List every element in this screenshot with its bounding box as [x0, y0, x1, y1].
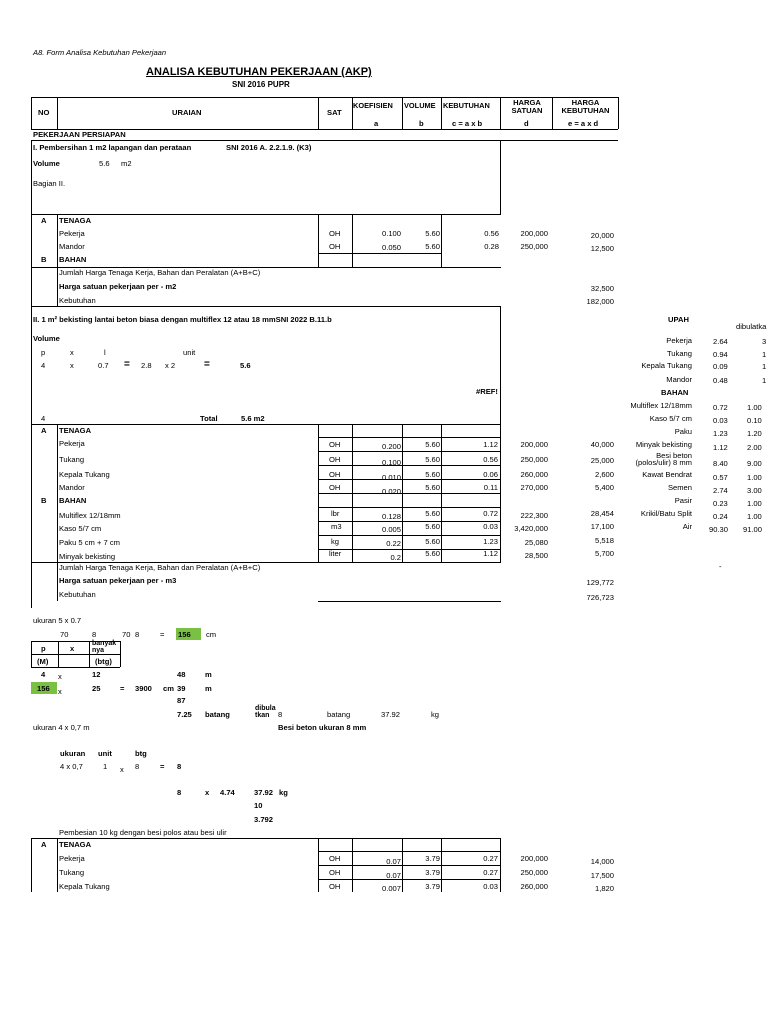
section1-harga-satuan-label: Harga satuan pekerjaan per - m2	[59, 282, 177, 291]
mini-banyak: banyak	[92, 640, 117, 647]
side-name: Multiflex 12/18mm	[630, 401, 692, 410]
form-code: A8. Form Analisa Kebutuhan Pekerjaan	[33, 48, 167, 57]
formula-4: 4	[41, 361, 46, 370]
calc-r5-d: 8	[177, 762, 182, 771]
calc-cm: cm	[206, 630, 217, 639]
section1-bahan-label: BAHAN	[59, 255, 87, 264]
calc-ukuran1: ukuran 5 x 0.7	[33, 616, 82, 625]
row-vol: 5.60	[425, 470, 440, 479]
row-keb: 0.27	[483, 868, 498, 877]
col-divider	[57, 97, 58, 129]
row-sat: OH	[329, 470, 341, 479]
side-name: Besi beton	[656, 451, 692, 460]
row-name: Tukang	[59, 455, 85, 464]
side-name: Krikil/Batu Split	[640, 509, 692, 518]
row-name: Pekerja	[59, 229, 85, 238]
row-total: 12,500	[590, 244, 614, 253]
col-divider	[57, 214, 58, 267]
table-left-border	[31, 838, 32, 892]
section1-tenaga-label: TENAGA	[59, 216, 92, 225]
section2-jumlah: Jumlah Harga Tenaga Kerja, Bahan dan Peralatan (A+B+C)	[59, 563, 261, 572]
side-value: 0.94	[713, 350, 728, 359]
header-koefisien: KOEFISIEN	[353, 101, 393, 110]
row-keb: 1.12	[483, 440, 498, 449]
side-rounded: 1	[762, 362, 767, 371]
row-harga: 250,000	[520, 242, 548, 251]
calc-r4-dibula: dibula	[255, 705, 276, 712]
calc-r4-batang2: batang	[327, 710, 351, 719]
header-a: a	[374, 119, 379, 128]
calc-r5-b: 1	[103, 762, 108, 771]
row-koef: 0.005	[381, 525, 401, 534]
row-line	[318, 601, 501, 602]
row-koef: 0.200	[381, 442, 401, 451]
side-value: 8.40	[713, 459, 728, 468]
calc-r3-unit: m	[205, 684, 212, 693]
calc-r4-batang1: batang	[205, 710, 230, 719]
total-value: 5.6 m2	[241, 414, 265, 423]
section2-tenaga-label: TENAGA	[59, 426, 92, 435]
calc-r5-x: x	[120, 765, 124, 774]
row-line	[318, 535, 501, 536]
calc-r3-cm: cm	[163, 684, 174, 693]
side-rounded: 0.10	[747, 416, 762, 425]
formula-x1: x	[70, 361, 74, 370]
row-harga: 200,000	[520, 229, 548, 238]
row-keb: 0.28	[484, 242, 499, 251]
row-total: 5,700	[594, 549, 614, 558]
col-divider	[352, 214, 353, 267]
side-upah-label: UPAH	[668, 315, 689, 324]
side-rounded: 9.00	[747, 459, 762, 468]
row-sat: OH	[329, 868, 341, 877]
section1-item: I. Pembersihan 1 m2 lapangan dan perataan	[33, 143, 192, 152]
header-volume: VOLUME	[404, 101, 436, 110]
formula-07: 0.7	[98, 361, 109, 370]
row-name: Pekerja	[59, 854, 85, 863]
row-harga: 25,080	[524, 538, 548, 547]
calc-eq: =	[160, 630, 165, 639]
side-name: Paku	[674, 427, 692, 436]
row-vol: 5.60	[425, 509, 440, 518]
table-left-border	[31, 140, 32, 306]
header-no: NO	[38, 108, 50, 117]
row-harga: 28,500	[524, 551, 548, 560]
section1-bagian: Bagian II.	[33, 179, 66, 188]
formula-unit: unit	[183, 348, 196, 357]
side-name: Tukang	[666, 349, 692, 358]
row-line	[31, 838, 501, 839]
row-total: 5,400	[594, 483, 614, 492]
calc-r6-a: 8	[177, 788, 182, 797]
col-divider	[441, 214, 442, 267]
col-divider	[500, 140, 501, 214]
calc-3792: 3.792	[254, 815, 274, 824]
formula-l: l	[104, 348, 106, 357]
total-num: 4	[41, 414, 46, 423]
mini-table-line	[31, 667, 120, 668]
row-sat: OH	[329, 882, 341, 891]
col-divider	[57, 838, 58, 892]
section2-harga-satuan-value: 129,772	[586, 578, 614, 587]
row-harga: 200,000	[520, 854, 548, 863]
mini-table-line	[31, 654, 120, 655]
row-sat: m3	[331, 522, 342, 531]
mini-p: p	[41, 644, 46, 653]
row-line	[318, 507, 501, 508]
row-koef: 0.050	[381, 243, 401, 252]
side-value: 2.74	[713, 486, 728, 495]
side-name: Pekerja	[666, 336, 692, 345]
row-name: Kepala Tukang	[59, 882, 110, 891]
calc-r2-b: 12	[92, 670, 101, 679]
section1-kebutuhan-label: Kebutuhan	[59, 296, 96, 305]
row-line	[318, 479, 501, 480]
row-koef: 0.100	[381, 458, 401, 467]
row-sat: OH	[329, 483, 341, 492]
header-kebutuhan: KEBUTUHAN	[443, 101, 490, 110]
calc-r4-kgval: 37.92	[381, 710, 401, 719]
row-name: Multiflex 12/18mm	[59, 511, 121, 520]
col-divider	[57, 424, 58, 562]
row-sat: liter	[329, 549, 342, 558]
section1-heading: PEKERJAAN PERSIAPAN	[33, 130, 126, 139]
section1-jumlah: Jumlah Harga Tenaga Kerja, Bahan dan Peralatan (A+B+C)	[59, 268, 261, 277]
mini-btg: (btg)	[95, 657, 112, 666]
section2-bahan-code: B	[41, 496, 47, 505]
row-harga: 200,000	[520, 440, 548, 449]
side-rounded: 1	[762, 350, 767, 359]
row-keb: 0.03	[483, 522, 498, 531]
side-rounded: 3	[762, 337, 767, 346]
row-vol: 5.60	[425, 483, 440, 492]
row-koef: 0.007	[381, 884, 401, 893]
table-left-border	[31, 97, 32, 129]
col-divider	[57, 562, 58, 601]
row-sat: OH	[329, 242, 341, 251]
mini-table-line	[31, 641, 32, 667]
table-right-border	[618, 97, 619, 129]
side-value: 0.23	[713, 499, 728, 508]
calc-87: 87	[177, 696, 186, 705]
side-value: 2.64	[713, 337, 728, 346]
row-total: 17,100	[590, 522, 614, 531]
row-line	[318, 253, 441, 254]
section1-volume-value: 5.6	[99, 159, 110, 168]
header-cab: c = a x b	[452, 119, 483, 128]
row-sat: lbr	[331, 509, 340, 518]
row-total: 2,600	[594, 470, 614, 479]
row-vol: 5.60	[425, 549, 440, 558]
section1-tenaga-code: A	[41, 216, 47, 225]
row-vol: 5.60	[425, 242, 440, 251]
calc-r6-kg: kg	[279, 788, 288, 797]
row-name: Minyak bekisting	[59, 552, 116, 561]
row-line	[318, 865, 501, 866]
mini-nya: nya	[92, 647, 105, 654]
calc-r2-c: 48	[177, 670, 186, 679]
side-name: Kaso 5/7 cm	[649, 414, 692, 423]
calc-10: 10	[254, 801, 263, 810]
side-rounded: 1	[762, 376, 767, 385]
col-divider	[441, 97, 442, 129]
row-keb: 0.03	[483, 882, 498, 891]
row-keb: 0.11	[483, 483, 498, 492]
row-harga: 260,000	[520, 470, 548, 479]
header-b: b	[419, 119, 424, 128]
calc-8b: 8	[135, 630, 140, 639]
row-line	[31, 306, 501, 307]
formula-56: 5.6	[240, 361, 251, 370]
row-keb: 1.23	[483, 537, 498, 546]
row-harga: 270,000	[520, 483, 548, 492]
formula-x2: x 2	[165, 361, 176, 370]
calc-r4-n: 8	[278, 710, 283, 719]
section2-bahan-label: BAHAN	[59, 496, 87, 505]
row-keb: 0.56	[483, 455, 498, 464]
side-name: Kawat Bendrat	[642, 470, 692, 479]
row-total: 28,454	[590, 509, 614, 518]
row-total: 5,518	[594, 536, 614, 545]
calc-r6-c: 37.92	[254, 788, 274, 797]
header-harga-satuan-2: SATUAN	[511, 106, 543, 115]
row-sat: OH	[329, 229, 341, 238]
side-dibulatkan: dibulatka	[736, 322, 767, 331]
mini-x: x	[70, 644, 75, 653]
ref-error: #REF!	[476, 387, 498, 396]
row-keb: 0.27	[483, 854, 498, 863]
calc-r4-a: 7.25	[177, 710, 192, 719]
side-rounded: 3.00	[747, 486, 762, 495]
calc-r3-c: 3900	[135, 684, 152, 693]
calc-70b: 70	[122, 630, 131, 639]
row-total: 14,000	[590, 857, 614, 866]
calc-70a: 70	[60, 630, 69, 639]
row-total: 20,000	[590, 231, 614, 240]
row-sat: kg	[331, 537, 340, 546]
side-value: 0.03	[713, 416, 728, 425]
row-line	[31, 424, 501, 425]
row-name: Kaso 5/7 cm	[59, 524, 102, 533]
row-harga: 250,000	[520, 455, 548, 464]
side-value: 0.24	[713, 512, 728, 521]
side-name: Air	[682, 522, 692, 531]
row-line	[318, 437, 501, 438]
calc-r2-x: x	[58, 672, 62, 681]
row-line	[318, 465, 501, 466]
mini-table-line	[120, 641, 121, 667]
row-vol: 5.60	[425, 229, 440, 238]
calc-h2-unit: unit	[98, 749, 112, 758]
formula-eq1: =	[124, 359, 130, 370]
row-line	[318, 451, 501, 452]
formula-p: p	[41, 348, 46, 357]
row-koef: 0.100	[381, 229, 401, 238]
formula-eq2: =	[204, 359, 210, 370]
side-dash: -	[719, 562, 722, 571]
row-vol: 3.79	[425, 882, 440, 891]
formula-28: 2.8	[141, 361, 152, 370]
col-divider	[500, 306, 501, 424]
calc-r5-eq: =	[160, 762, 165, 771]
row-sat: OH	[329, 854, 341, 863]
row-koef: 0.2	[390, 553, 401, 562]
row-harga: 260,000	[520, 882, 548, 891]
calc-ukuran2: ukuran 4 x 0,7 m	[33, 723, 90, 732]
calc-r3-x: x	[58, 687, 62, 696]
col-divider	[402, 97, 403, 129]
col-divider	[57, 267, 58, 306]
side-value: 0.72	[713, 403, 728, 412]
row-harga: 250,000	[520, 868, 548, 877]
mini-table-line	[89, 641, 90, 667]
calc-h2-ukuran: ukuran	[60, 749, 86, 758]
side-name: Pasir	[674, 496, 692, 505]
row-koef: 0.010	[381, 473, 401, 482]
section3-tenaga-label: TENAGA	[59, 840, 92, 849]
section1-kebutuhan-value: 182,000	[586, 297, 614, 306]
row-line	[318, 851, 501, 852]
side-value: 90.30	[709, 525, 729, 534]
row-vol: 3.79	[425, 854, 440, 863]
row-line	[318, 879, 501, 880]
table-row-line	[31, 140, 618, 141]
row-keb: 0.06	[483, 470, 498, 479]
calc-r5-a: 4 x 0,7	[60, 762, 83, 771]
row-name: Paku 5 cm + 7 cm	[59, 538, 120, 547]
header-harga-kebutuhan-2: KEBUTUHAN	[561, 106, 610, 115]
side-rounded: 1.00	[747, 512, 762, 521]
header-d: d	[524, 119, 529, 128]
side-value: 1.12	[713, 443, 728, 452]
calc-h2-btg: btg	[135, 749, 147, 758]
side-rounded: 1.00	[747, 473, 762, 482]
row-name: Pekerja	[59, 439, 85, 448]
section1-bahan-code: B	[41, 255, 47, 264]
row-total: 17,500	[590, 871, 614, 880]
side-value: 1.23	[713, 429, 728, 438]
row-koef: 0.07	[386, 871, 401, 880]
side-value: 0.57	[713, 473, 728, 482]
row-keb: 0.72	[483, 509, 498, 518]
section2-kebutuhan-label: Kebutuhan	[59, 590, 96, 599]
document-subtitle: SNI 2016 PUPR	[232, 80, 290, 89]
calc-r2-unit: m	[205, 670, 212, 679]
row-koef: 0.128	[381, 512, 401, 521]
side-name: Kepala Tukang	[641, 361, 692, 370]
side-rounded: 1.00	[747, 403, 762, 412]
section2-volume-label: Volume	[33, 334, 60, 343]
row-harga: 3,420,000	[514, 524, 548, 533]
total-label: Total	[200, 414, 218, 423]
row-vol: 5.60	[425, 522, 440, 531]
calc-r3-d: 39	[177, 684, 186, 693]
calc-r3-eq: =	[120, 684, 125, 693]
row-sat: OH	[329, 455, 341, 464]
row-line	[318, 493, 501, 494]
calc-r2-a: 4	[41, 670, 46, 679]
calc-r4-tkan: tkan	[255, 712, 270, 719]
header-sat: SAT	[327, 108, 342, 117]
row-total: 40,000	[590, 440, 614, 449]
section2-tenaga-code: A	[41, 426, 47, 435]
mini-m: (M)	[37, 657, 49, 666]
side-name-2: (polos/ulir) 8 mm	[635, 458, 692, 467]
calc-r3-a: 156	[37, 684, 50, 693]
section1-volume-label: Volume	[33, 159, 60, 168]
row-harga: 222,300	[520, 511, 548, 520]
section2-harga-satuan-label: Harga satuan pekerjaan per - m3	[59, 576, 177, 585]
section3-tenaga-code: A	[41, 840, 47, 849]
row-vol: 5.60	[425, 455, 440, 464]
section1-volume-unit: m2	[121, 159, 132, 168]
row-keb: 0.56	[484, 229, 499, 238]
calc-r3-b: 25	[92, 684, 101, 693]
col-divider	[500, 97, 501, 129]
section1-harga-satuan-value: 32,500	[590, 284, 614, 293]
row-name: Kepala Tukang	[59, 470, 110, 479]
side-name: Semen	[667, 483, 692, 492]
col-divider	[318, 214, 319, 267]
calc-r5-c: 8	[135, 762, 140, 771]
row-koef: 0.07	[386, 857, 401, 866]
side-bahan-label: BAHAN	[661, 388, 689, 397]
calc-r6-x: x	[205, 788, 210, 797]
row-vol: 5.60	[425, 537, 440, 546]
side-rounded: 1.00	[747, 499, 762, 508]
row-sat: OH	[329, 440, 341, 449]
side-name: Minyak bekisting	[635, 440, 692, 449]
row-vol: 3.79	[425, 868, 440, 877]
row-name: Mandor	[59, 242, 85, 251]
side-value: 0.48	[713, 376, 728, 385]
mini-table-line	[58, 641, 59, 667]
row-name: Mandor	[59, 483, 85, 492]
header-uraian: URAIAN	[172, 108, 202, 117]
section2-item: II. 1 m² bekisting lantai beton biasa dengan multiflex 12 atau 18 mmSNI 2022 B.11.b	[33, 315, 332, 324]
header-eaxd: e = a x d	[568, 119, 599, 128]
side-value: 0.09	[713, 362, 728, 371]
row-koef: 0.22	[386, 539, 401, 548]
section1-sni: SNI 2016 A. 2.2.1.9. (K3)	[226, 143, 312, 152]
header-harga-kebutuhan: HARGA	[571, 98, 600, 107]
row-total: 25,000	[590, 456, 614, 465]
section2-kebutuhan-value: 726,723	[586, 593, 614, 602]
row-vol: 5.60	[425, 440, 440, 449]
row-name: Tukang	[59, 868, 85, 877]
side-rounded: 1.20	[747, 429, 762, 438]
row-total: 1,820	[594, 884, 614, 893]
calc-r6-b: 4.74	[220, 788, 235, 797]
row-koef: 0.020	[381, 487, 401, 496]
calc-156: 156	[178, 630, 191, 639]
side-name: Mandor	[666, 375, 692, 384]
side-rounded: 91.00	[743, 525, 763, 534]
row-keb: 1.12	[483, 549, 498, 558]
row-line	[31, 214, 501, 215]
document-title: ANALISA KEBUTUHAN PEKERJAAN (AKP)	[146, 66, 372, 78]
side-rounded: 2.00	[747, 443, 762, 452]
section3-note: Pembesian 10 kg dengan besi polos atau besi ulir	[59, 828, 227, 837]
calc-r4-kg: kg	[431, 710, 440, 719]
header-harga-satuan: HARGA	[513, 98, 541, 107]
calc-besi-note: Besi beton ukuran 8 mm	[278, 723, 367, 732]
col-divider	[318, 97, 319, 129]
calc-8a: 8	[92, 630, 97, 639]
formula-x: x	[70, 348, 74, 357]
